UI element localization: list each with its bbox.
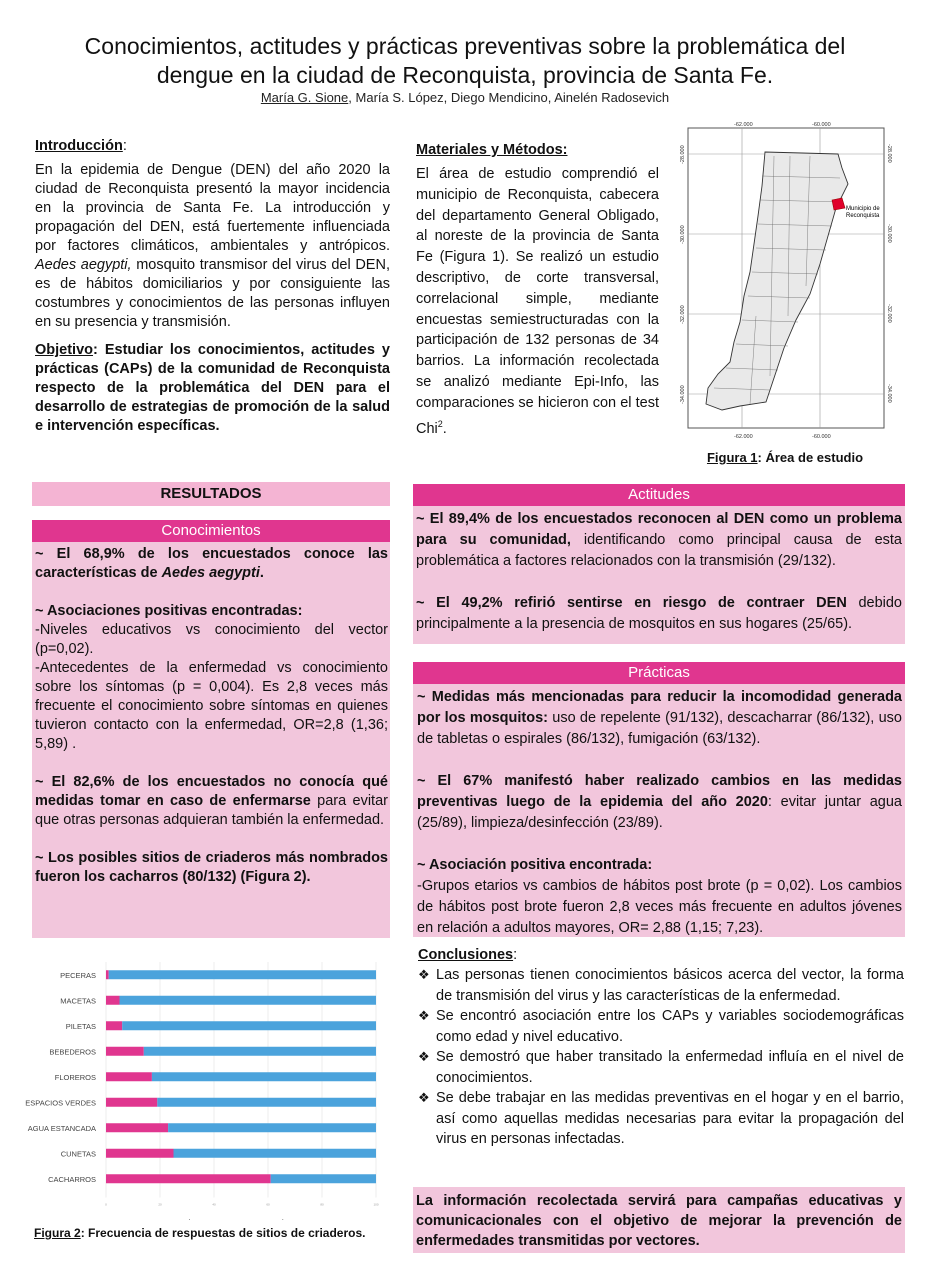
chart-x-tick-label: 40 [212, 1202, 216, 1207]
knowledge-p5-bold: ~ El 82,6% de los encuestados no conocía qué medidas tomar en caso de enfermarse [35, 774, 388, 809]
map-left-tick-4: -34.000 [680, 385, 686, 404]
methods-body: El área de estudio comprendió el municipio de Reconquista, cabecera del departamento General Obligado, al noreste de la provincia de Santa Fe (Figura 1). Se realizó un estudio descriptivo, de corte transversal, correlacional simple, mediante encuestas semiestructuradas con la participación de 132 personas de 34 barrios. La información recolectada se analizó mediante Epi-Info, las comparaciones se hicieron con el test Chi [416, 166, 659, 437]
methods-end: . [442, 420, 447, 437]
chart-x-tick-label: 20 [158, 1202, 162, 1207]
conclusion-item [418, 1047, 904, 1088]
figure-2-text: : Frecuencia de respuestas de sitios de criaderos. [80, 1226, 366, 1240]
map-svg [670, 116, 900, 452]
title-line-2: dengue en la ciudad de Reconquista, provincia de Santa Fe. [156, 62, 774, 88]
attitude-p2-bold: ~ El 49,2% refirió sentirse en riesgo de contraer DEN [416, 595, 847, 611]
bar-no-nombraron [109, 970, 376, 979]
legend-label [243, 1219, 313, 1221]
conocimientos-box [32, 520, 390, 938]
figure-1-label: Figura 1 [706, 450, 758, 465]
methods-section [416, 142, 659, 439]
chart-category-label: FLOREROS [54, 1072, 96, 1082]
practicas-box [413, 662, 905, 937]
bar-no-nombraron [152, 1072, 376, 1081]
knowledge-p1-end: . [259, 565, 264, 581]
figure-1-map [670, 116, 900, 465]
practicas-body [413, 684, 905, 939]
map-left-tick-1: -28.000 [680, 145, 686, 164]
chart-category-label: CUNETAS [60, 1149, 96, 1159]
figure-2-caption [34, 1226, 404, 1240]
bar-nombraron [106, 1021, 122, 1030]
actitudes-body [413, 506, 905, 635]
introduction-heading: Introducción [35, 138, 123, 154]
map-right-tick-4: -34.000 [886, 384, 892, 403]
bar-nombraron [106, 970, 109, 979]
conclusiones-heading: Conclusiones [418, 947, 514, 963]
knowledge-p3: -Niveles educativos vs conocimiento del vector (p=0,02). [35, 622, 388, 657]
figure-1-caption [670, 450, 900, 465]
results-header: RESULTADOS [32, 482, 390, 506]
bar-no-nombraron [120, 996, 377, 1005]
conclusiones-section [418, 947, 904, 1150]
bar-no-nombraron [168, 1123, 376, 1132]
practicas-title: Prácticas [413, 662, 905, 684]
map-legend-2: Reconquista [846, 213, 880, 219]
attitude-p1-rest: identificando como principal causa de esta problemática a factores relacionados con la transmisión (29/132). [416, 532, 902, 569]
diamond-bullet-icon: ❖ [418, 1049, 430, 1064]
bar-no-nombraron [174, 1149, 377, 1158]
chart-x-tick-label: 80 [320, 1202, 324, 1207]
attitude-p1-bold: ~ El 89,4% de los encuestados reconocen al DEN como un problema para su comunidad, [416, 511, 902, 548]
other-authors: , María S. López, Diego Mendicino, Ainelén Radosevich [348, 90, 670, 105]
map-right-tick-1: -28.000 [886, 144, 892, 163]
practice-p3: ~ Asociación positiva encontrada: [417, 857, 653, 873]
conclusion-item [418, 965, 904, 1006]
knowledge-p1-a: ~ El 68,9% de los encuestados conoce las características de [35, 546, 388, 581]
bar-no-nombraron [122, 1021, 376, 1030]
intro-text-a: En la epidemia de Dengue (DEN) del año 2020 la ciudad de Reconquista presentó la mayor incidencia en la provincia de Santa Fe. La introducción y propagación del DEN, está fuertemente influenciada por factores climáticos, ambientales y antrópicos. [35, 162, 390, 254]
bar-no-nombraron [144, 1047, 376, 1056]
title-line-1: Conocimientos, actitudes y prácticas preventivas sobre la problemática del [84, 33, 846, 59]
bar-nombraron [106, 1072, 152, 1081]
chart-category-label: PILETAS [65, 1021, 96, 1031]
objective-body: : Estudiar los conocimientos, actitudes y prácticas (CAPs) de la comunidad de Reconquista respecto de la problemática del DEN para el desarrollo de estrategias de promoción de la salud e intervención específicas. [35, 342, 390, 434]
knowledge-p5 [35, 773, 388, 830]
final-note-text: La información recolectada servirá para campañas educativas y comunicacionales con el objetivo de mejorar la prevención de enfermedades transmitidas por vectores. [416, 1193, 902, 1249]
practice-p1 [417, 687, 902, 750]
map-top-tick-1: -62.000 [734, 122, 753, 128]
chart-svg [14, 958, 394, 1220]
practice-p2 [417, 771, 902, 834]
practice-p2-bold: ~ El 67% manifestó haber realizado cambios en las medidas preventivas luego de la epidemia del año 2020 [417, 773, 902, 810]
chart-category-label: AGUA ESTANCADA [27, 1123, 96, 1133]
actitudes-title: Actitudes [413, 484, 905, 506]
map-right-tick-2: -30.000 [886, 224, 892, 243]
legend-label [165, 1219, 220, 1221]
diamond-bullet-icon: ❖ [418, 967, 430, 982]
first-author: María G. Sione [260, 90, 349, 105]
conclusiones-list [418, 965, 904, 1150]
attitude-p1 [416, 509, 902, 572]
knowledge-p5-rest: para evitar que otras personas adquieran también la enfermedad. [35, 793, 388, 828]
bar-nombraron [106, 1174, 271, 1183]
diamond-bullet-icon: ❖ [418, 1008, 430, 1023]
conocimientos-body [32, 542, 390, 887]
knowledge-p4: -Antecedentes de la enfermedad vs conocimiento sobre los síntomas (p = 0,004). Es 2,8 veces más frecuente el conocimiento sobre síntomas en quienes tuvieron contacto con la enfermedad, OR=2,8 (1,36; 5,89) . [35, 660, 388, 752]
map-left-tick-3: -32.000 [680, 305, 686, 324]
conclusiones-colon: : [513, 947, 518, 963]
objective-text [35, 341, 390, 436]
map-bottom-tick-1: -62.000 [734, 434, 753, 440]
figure-1-text: : Área de estudio [757, 450, 864, 465]
bar-nombraron [106, 1098, 157, 1107]
conclusion-text-3: Se demostró que haber transitado la enfermedad influía en el nivel de conocimientos. [436, 1049, 904, 1086]
practice-p1-rest: uso de repelente (91/132), descacharrar (86/132), uso de tabletas o espirales (86/132), fumigación (63/132). [417, 710, 902, 747]
objective-label: Objetivo [35, 342, 94, 358]
bar-nombraron [106, 1123, 168, 1132]
knowledge-p1-species: Aedes aegypti [161, 565, 260, 581]
chart-category-label: ESPACIOS VERDES [25, 1098, 96, 1108]
introduction-text [35, 161, 390, 332]
conclusion-text-4: Se debe trabajar en las medidas preventivas en el hogar y en el barrio, así como aquellas medidas necesarias para evitar la propagación del virus en personas infectadas. [436, 1090, 904, 1147]
conclusion-text-2: Se encontró asociación entre los CAPs y variables sociodemográficas como edad y nivel educativo. [436, 1008, 904, 1045]
chart-x-tick-label: 0 [105, 1202, 107, 1207]
final-note-box [413, 1187, 905, 1253]
methods-text [416, 164, 659, 439]
chart-category-label: PECERAS [60, 970, 96, 980]
bar-no-nombraron [157, 1098, 376, 1107]
practice-p1-bold: ~ Medidas más mencionadas para reducir la incomodidad generada por los mosquitos: [417, 689, 902, 726]
chart-category-label: BEBEDEROS [49, 1047, 96, 1057]
conclusion-item [418, 1088, 904, 1150]
figure-2-chart [14, 958, 394, 1228]
bar-no-nombraron [271, 1174, 376, 1183]
chart-category-label: CACHARROS [48, 1174, 96, 1184]
knowledge-p2: ~ Asociaciones positivas encontradas: [35, 603, 303, 619]
map-bottom-tick-2: -60.000 [812, 434, 831, 440]
methods-heading: Materiales y Métodos: [416, 142, 568, 158]
actitudes-box [413, 484, 905, 644]
map-legend-1: Municipio de [846, 206, 880, 212]
map-top-tick-2: -60.000 [812, 122, 831, 128]
methods-sup: 2 [437, 418, 443, 429]
practice-p2-rest: : evitar juntar agua (25/89), limpieza/desinfección (23/89). [417, 794, 902, 831]
chart-x-tick-label: 100 [373, 1202, 379, 1207]
knowledge-p1 [35, 545, 388, 583]
introduction-colon: : [122, 138, 127, 154]
attitude-p2-rest: debido principalmente a la presencia de mosquitos en sus hogares (25/65). [416, 595, 902, 632]
conocimientos-title: Conocimientos [32, 520, 390, 542]
diamond-bullet-icon: ❖ [418, 1090, 430, 1105]
bar-nombraron [106, 1149, 174, 1158]
chart-x-tick-label: 60 [266, 1202, 270, 1207]
intro-species: Aedes aegypti, [35, 257, 132, 273]
knowledge-p6: ~ Los posibles sitios de criaderos más nombrados fueron los cacharros (80/132) (Figura 2). [35, 850, 388, 885]
map-right-tick-3: -32.000 [886, 304, 892, 323]
intro-text-b: mosquito transmisor del virus del DEN, es de hábitos domiciliarios y por consiguiente las costumbres y conocimientos de las personas influyen en su presencia y transmisión. [35, 257, 390, 330]
authors [30, 90, 900, 105]
map-left-tick-2: -30.000 [680, 225, 686, 244]
bar-nombraron [106, 1047, 144, 1056]
poster-title [30, 32, 900, 90]
practice-p4: -Grupos etarios vs cambios de hábitos post brote (p = 0,02). Los cambios de hábitos post brote fueron 2,8 veces más frecuente en adultos jóvenes en relación a adultos mayores, OR= 2,88 (1,15; 7,23). [417, 878, 902, 936]
conclusion-text-1: Las personas tienen conocimientos básicos acerca del vector, la forma de transmisión del virus y las características de la enfermedad. [436, 967, 904, 1004]
attitude-p2 [416, 593, 902, 635]
chart-category-label: MACETAS [60, 996, 96, 1006]
conclusion-item [418, 1006, 904, 1047]
introduction-section [35, 138, 390, 436]
bar-nombraron [106, 996, 120, 1005]
figure-2-label: Figura 2 [34, 1226, 81, 1240]
